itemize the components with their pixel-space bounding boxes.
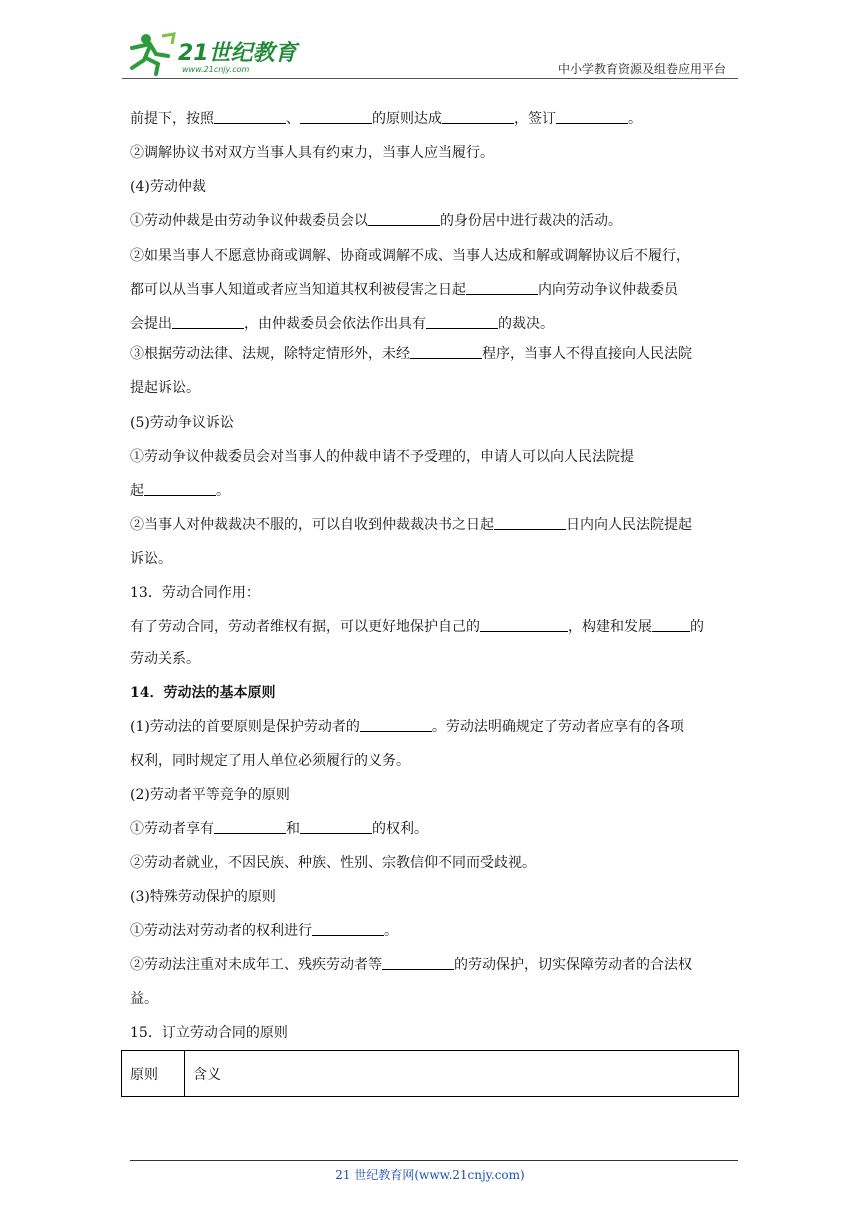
line-text: (2)劳动者平等竞争的原则: [130, 787, 290, 803]
line-text: ①劳动法对劳动者的权利进行: [130, 923, 312, 939]
page-header: [122, 28, 738, 80]
fill-in-blank: [300, 819, 372, 834]
line-text: 劳动关系。: [130, 651, 200, 667]
fill-in-blank: [144, 481, 216, 496]
fill-in-blank: [368, 211, 440, 226]
text-line: [130, 583, 260, 603]
line-text: 的劳动保护，切实保障劳动者的合法权: [454, 957, 692, 973]
line-text: (3)特殊劳动保护的原则: [130, 889, 276, 905]
line-text: 起: [130, 483, 144, 499]
text-line: [130, 481, 230, 501]
line-text: 的身份居中进行裁决的活动。: [440, 213, 622, 229]
text-line: [130, 921, 398, 941]
text-line: [130, 515, 692, 535]
fill-in-blank: [172, 314, 244, 329]
runner-icon: [132, 34, 174, 74]
text-line: [130, 649, 200, 669]
line-text: 的: [690, 619, 704, 635]
fill-in-blank: [480, 617, 568, 632]
line-text: 有了劳动合同，劳动者维权有据，可以更好地保护自己的: [130, 619, 480, 635]
logo-text: 21世纪教育: [178, 41, 297, 66]
line-text: 都可以从当事人知道或者应当知道其权利被侵害之日起: [130, 282, 466, 298]
header-divider: [122, 78, 738, 79]
footer-divider: [130, 1160, 738, 1161]
text-line: [130, 314, 554, 334]
text-line: [130, 1023, 288, 1043]
line-text: 和: [286, 821, 300, 837]
fill-in-blank: [494, 515, 566, 530]
text-line: [130, 280, 678, 300]
text-line: [130, 853, 536, 873]
text-line: [130, 109, 642, 129]
fill-in-blank: [382, 955, 454, 970]
text-line: [130, 683, 275, 703]
logo-url: www.21cnjy.com: [182, 65, 250, 74]
line-text: 13．劳动合同作用：: [130, 585, 260, 601]
fill-in-blank: [442, 109, 514, 124]
principles-table: [121, 1050, 739, 1097]
line-text: 前提下，按照: [130, 111, 214, 127]
line-text: 。: [628, 111, 642, 127]
fill-in-blank: [410, 344, 482, 359]
line-text: ②劳动法注重对未成年工、残疾劳动者等: [130, 957, 382, 973]
text-line: [130, 413, 234, 433]
line-text: ，构建和发展: [568, 619, 652, 635]
fill-in-blank: [556, 109, 628, 124]
text-line: [130, 177, 206, 197]
line-text: 提起诉讼。: [130, 380, 200, 396]
line-text: 益。: [130, 991, 158, 1007]
line-text: 。: [384, 923, 398, 939]
text-line: [130, 717, 684, 737]
line-text: 会提出: [130, 316, 172, 332]
text-line: [130, 549, 172, 569]
line-text: ②调解协议书对双方当事人具有约束力，当事人应当履行。: [130, 145, 494, 161]
text-line: [130, 819, 428, 839]
line-text: ，签订: [514, 111, 556, 127]
text-line: [130, 887, 276, 907]
text-line: [130, 378, 200, 398]
line-text: ②当事人对仲裁裁决不服的，可以自收到仲裁裁决书之日起: [130, 517, 494, 533]
text-line: [130, 447, 634, 467]
line-text: 的裁决。: [498, 316, 554, 332]
line-text: ①劳动仲裁是由劳动争议仲裁委员会以: [130, 213, 368, 229]
line-text: 。劳动法明确规定了劳动者应享有的各项: [431, 719, 684, 735]
text-line: [130, 344, 692, 364]
line-text: (5)劳动争议诉讼: [130, 415, 234, 431]
text-line: [130, 617, 704, 637]
fill-in-blank: [312, 921, 384, 936]
fill-in-blank: [466, 280, 538, 295]
line-text: ②劳动者就业，不因民族、种族、性别、宗教信仰不同而受歧视。: [130, 855, 536, 871]
footer-text: 21 世纪教育网(www.21cnjy.com): [335, 1168, 525, 1182]
line-text: 的权利。: [372, 821, 428, 837]
line-text: ③根据劳动法律、法规，除特定情形外，未经: [130, 346, 410, 362]
line-text: 诉讼。: [130, 551, 172, 567]
site-logo: [122, 30, 322, 76]
line-text: (4)劳动仲裁: [130, 179, 206, 195]
line-text: (1)劳动法的首要原则是保护劳动者的: [130, 719, 360, 735]
line-text: 日内向人民法院提起: [566, 517, 692, 533]
fill-in-blank: [214, 109, 286, 124]
fill-in-blank: [360, 717, 432, 732]
platform-tagline: 中小学教育资源及组卷应用平台: [557, 62, 726, 76]
fill-in-blank: [300, 109, 372, 124]
text-line: [130, 211, 622, 231]
table-header-row: [122, 1051, 739, 1097]
line-text: 内向劳动争议仲裁委员: [538, 282, 678, 298]
line-text: 、: [286, 111, 300, 127]
text-line: [130, 785, 290, 805]
line-text: ②如果当事人不愿意协商或调解、协商或调解不成、当事人达成和解或调解协议后不履行，: [130, 248, 690, 264]
line-text: ①劳动争议仲裁委员会对当事人的仲裁申请不予受理的，申请人可以向人民法院提: [130, 449, 634, 465]
line-text: 权利，同时规定了用人单位必须履行的义务。: [130, 753, 410, 769]
text-line: [130, 989, 158, 1009]
text-line: [130, 246, 690, 266]
text-line: [130, 143, 494, 163]
line-text: ，由仲裁委员会依法作出具有: [244, 316, 426, 332]
line-text: 。: [216, 483, 230, 499]
line-text: 14．劳动法的基本原则: [130, 685, 276, 701]
table-header-cell: 原则: [122, 1051, 185, 1097]
line-text: 15．订立劳动合同的原则: [130, 1025, 288, 1041]
table-header-cell: 含义: [185, 1051, 739, 1097]
fill-in-blank: [426, 314, 498, 329]
text-line: [130, 751, 410, 771]
line-text: 的原则达成: [372, 111, 442, 127]
fill-in-blank: [214, 819, 286, 834]
line-text: 程序，当事人不得直接向人民法院: [482, 346, 692, 362]
text-line: [130, 955, 692, 975]
fill-in-blank: [652, 617, 690, 632]
line-text: ①劳动者享有: [130, 821, 214, 837]
